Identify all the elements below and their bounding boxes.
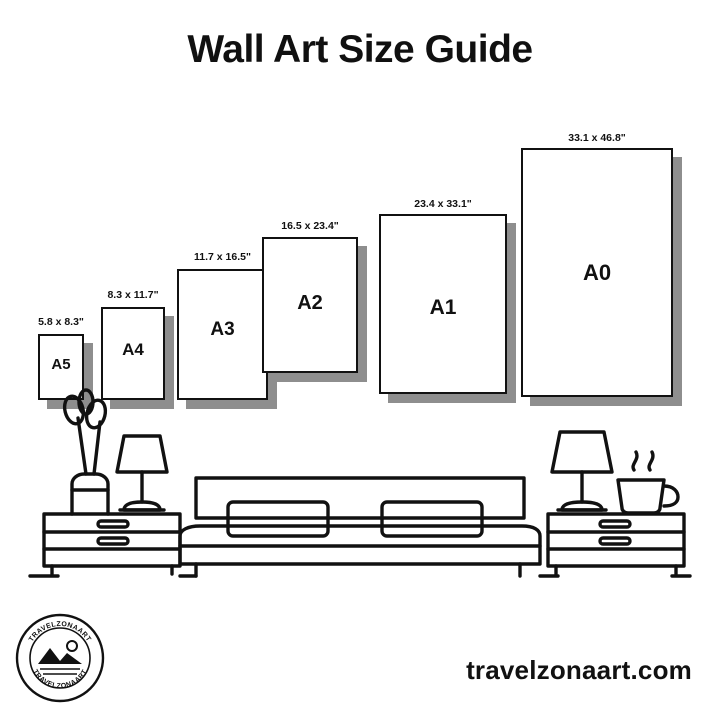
size-item-a3 bbox=[177, 110, 268, 400]
website-url: travelzonaart.com bbox=[466, 655, 692, 685]
flower-vase bbox=[62, 390, 108, 514]
size-dimensions-a0: 33.1 x 46.8" bbox=[568, 132, 626, 144]
frame-label-a1: A1 bbox=[429, 296, 457, 319]
page-title: Wall Art Size Guide bbox=[187, 28, 533, 71]
right-table-lamp bbox=[552, 432, 612, 510]
logo-bottom-text: TRAVELZONAART bbox=[31, 668, 89, 691]
poster-size-row bbox=[0, 110, 720, 400]
frame-label-a3: A3 bbox=[210, 319, 235, 340]
bed bbox=[180, 478, 540, 576]
size-dimensions-a2: 16.5 x 23.4" bbox=[281, 220, 339, 232]
brand-logo bbox=[14, 612, 106, 704]
frame-a2 bbox=[262, 237, 358, 373]
bedroom-scene-svg bbox=[0, 378, 720, 598]
size-item-a5 bbox=[38, 110, 84, 400]
frame-label-a2: A2 bbox=[297, 292, 323, 314]
size-item-a2 bbox=[262, 110, 358, 400]
size-item-a0 bbox=[521, 110, 673, 400]
bedroom-illustration bbox=[0, 378, 720, 598]
size-item-a1 bbox=[379, 110, 507, 400]
frame-label-a0: A0 bbox=[582, 260, 612, 285]
left-nightstand bbox=[44, 514, 180, 574]
size-dimensions-a4: 8.3 x 11.7" bbox=[107, 289, 159, 301]
frame-label-a4: A4 bbox=[122, 340, 144, 359]
brand-logo-svg bbox=[14, 612, 106, 704]
logo-top-text: TRAVELZONAART bbox=[28, 620, 92, 644]
left-table-lamp bbox=[117, 436, 167, 510]
right-nightstand bbox=[548, 514, 684, 574]
size-dimensions-a5: 5.8 x 8.3" bbox=[38, 316, 84, 328]
frame-a1 bbox=[379, 214, 507, 394]
coffee-mug bbox=[618, 452, 678, 513]
size-dimensions-a1: 23.4 x 33.1" bbox=[414, 198, 472, 210]
frame-label-a5: A5 bbox=[51, 356, 71, 373]
size-item-a4 bbox=[101, 110, 165, 400]
frame-a0 bbox=[521, 148, 673, 397]
size-dimensions-a3: 11.7 x 16.5" bbox=[194, 251, 251, 263]
